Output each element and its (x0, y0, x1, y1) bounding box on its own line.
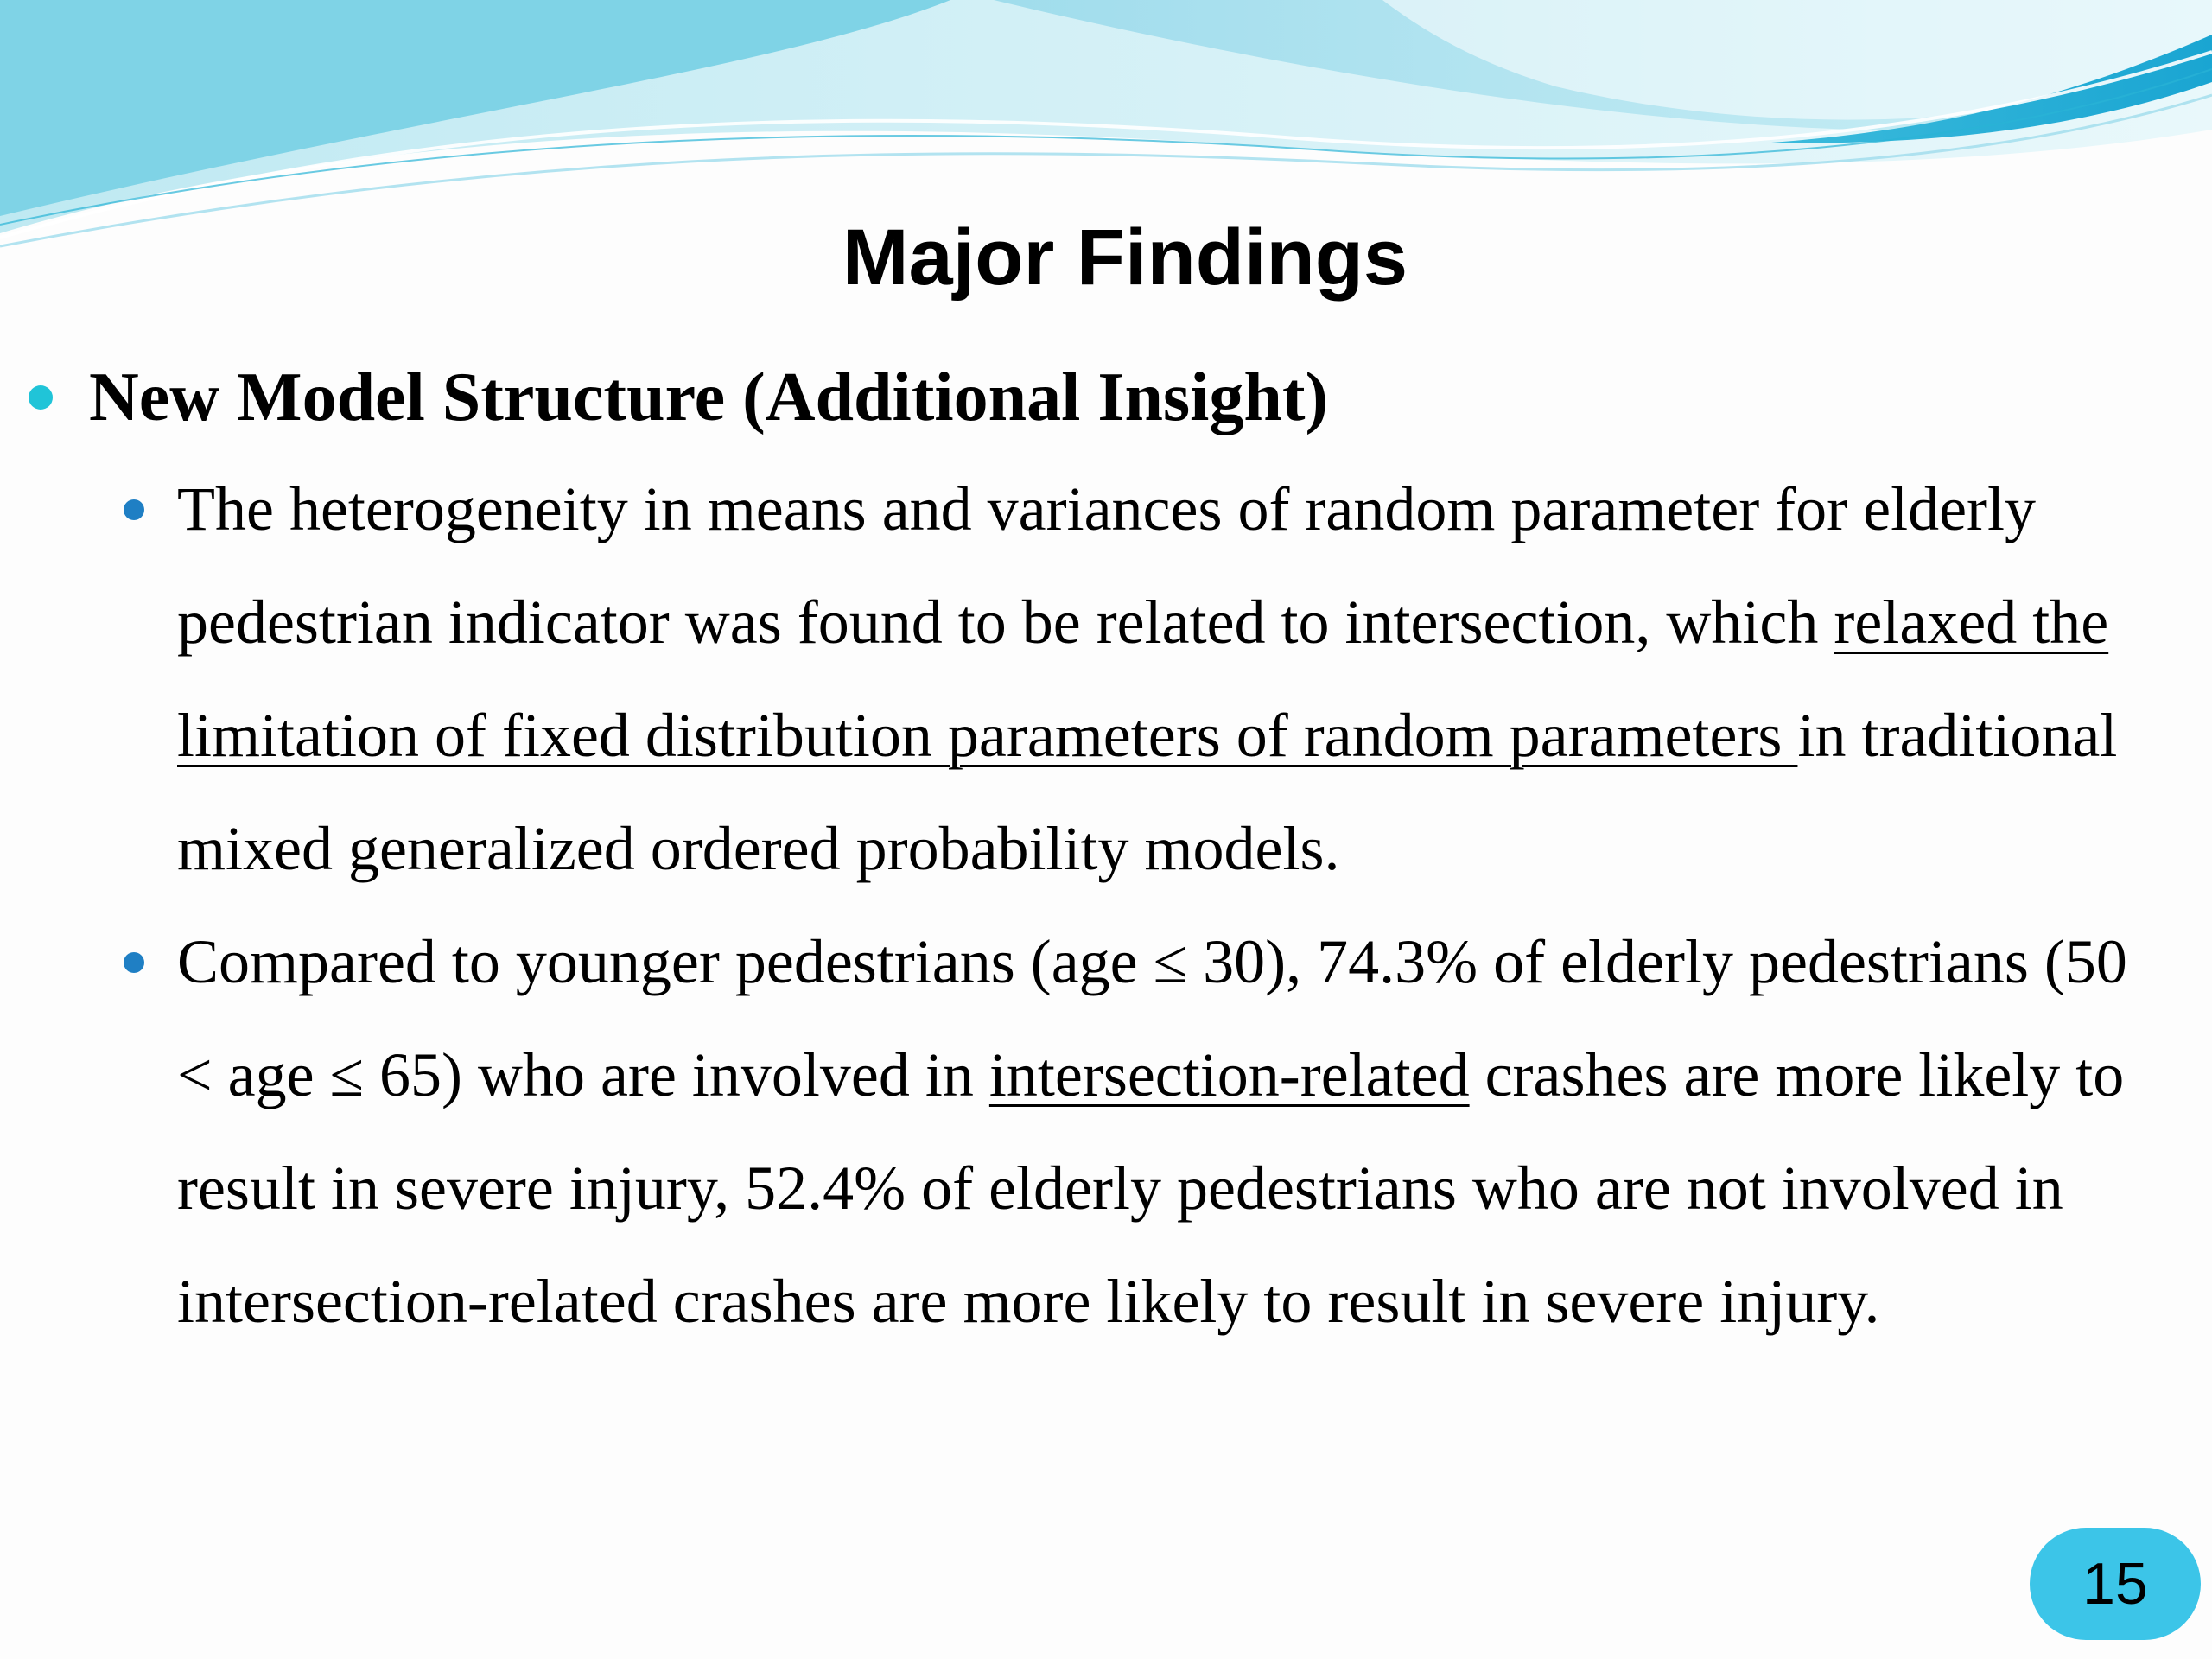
findings-heading-text: New Model Structure (Additional Insight) (89, 359, 1329, 435)
finding-point-2-underlined: intersection-related (988, 1040, 1470, 1109)
finding-point-2 (0, 906, 2130, 1358)
finding-point-1 (0, 453, 2130, 906)
page-number-badge: 15 (2030, 1528, 2201, 1640)
findings-heading (0, 346, 2212, 449)
slide-title: Major Findings (842, 213, 1408, 302)
finding-point-2-text-b: crashes are more likely to result in severe injury, 52.4% of elderly pedestrians who are not involved in intersection-related crashes are more likely to result in severe injury. (177, 1040, 2125, 1336)
finding-point-1-text-a: The heterogeneity in means and variances of random parameter for elderly pedestrian indicator was found to be related to intersection, which (177, 474, 2037, 657)
finding-point-2-text-a: Compared to younger pedestrians (age ≤ 30), 74.3% of elderly pedestrians (50 < age ≤ 65) who are involved in (177, 927, 2127, 1109)
bullet-dot-icon (124, 499, 144, 520)
findings-content (0, 346, 2212, 1358)
finding-point-1-underlined: relaxed the limitation of fixed distribution parameters of random parameters (177, 588, 2109, 770)
finding-point-1-text-b: in traditional mixed generalized ordered probability models. (177, 701, 2118, 883)
bullet-dot-icon (124, 952, 144, 973)
bullet-dot-icon (29, 385, 53, 410)
